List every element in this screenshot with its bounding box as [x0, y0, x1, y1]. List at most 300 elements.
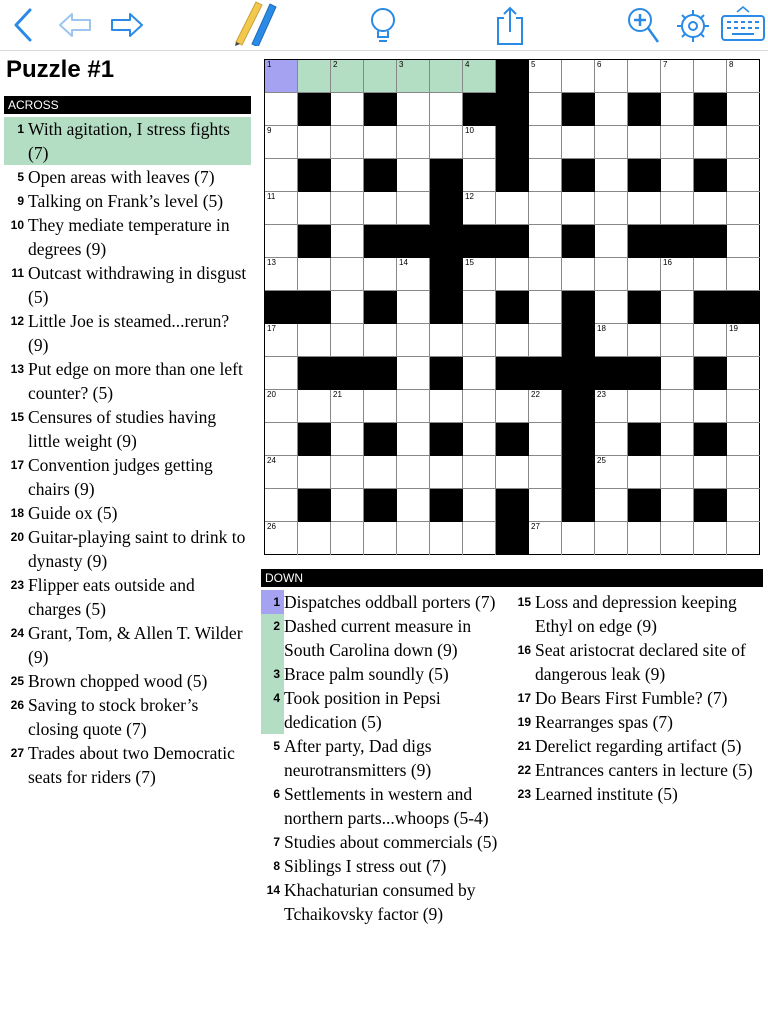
grid-cell[interactable] — [595, 192, 628, 225]
grid-cell[interactable] — [595, 126, 628, 159]
clue-text: Convention judges getting chairs (9) — [28, 455, 213, 499]
grid-cell[interactable] — [727, 126, 760, 159]
cell-number: 22 — [531, 390, 540, 399]
clue-item[interactable] — [261, 830, 509, 854]
grid-block — [694, 357, 727, 390]
grid-cell[interactable] — [397, 159, 430, 192]
grid-cell[interactable] — [661, 126, 694, 159]
grid-cell[interactable] — [727, 60, 760, 93]
grid-cell[interactable] — [529, 390, 562, 423]
settings-gear-icon[interactable] — [674, 4, 712, 46]
grid-cell[interactable] — [727, 390, 760, 423]
grid-cell[interactable] — [331, 60, 364, 93]
grid-block — [298, 357, 331, 390]
grid-cell[interactable] — [661, 60, 694, 93]
grid-cell[interactable] — [265, 192, 298, 225]
grid-cell[interactable] — [661, 390, 694, 423]
grid-block — [694, 423, 727, 456]
clue-item[interactable] — [261, 782, 509, 830]
clue-item[interactable] — [4, 213, 251, 261]
clue-item[interactable] — [261, 878, 509, 926]
grid-cell[interactable] — [331, 225, 364, 258]
grid-cell[interactable] — [364, 258, 397, 291]
clue-number: 9 — [17, 194, 24, 208]
grid-block — [562, 159, 595, 192]
grid-cell[interactable] — [661, 159, 694, 192]
grid-block — [298, 159, 331, 192]
down-clue-list-1 — [261, 590, 509, 926]
clue-number: 5 — [273, 739, 280, 753]
grid-cell[interactable] — [529, 324, 562, 357]
grid-cell[interactable] — [331, 522, 364, 555]
clue-item[interactable] — [261, 614, 509, 662]
grid-cell[interactable] — [661, 93, 694, 126]
grid-cell[interactable] — [430, 126, 463, 159]
clue-item[interactable] — [4, 525, 251, 573]
grid-cell[interactable] — [463, 291, 496, 324]
grid-block — [562, 324, 595, 357]
grid-block — [496, 522, 529, 555]
grid-cell[interactable] — [694, 258, 727, 291]
clue-item[interactable] — [4, 357, 251, 405]
clue-number: 1 — [17, 122, 24, 136]
clue-item[interactable] — [4, 573, 251, 621]
grid-cell[interactable] — [595, 93, 628, 126]
grid-cell[interactable] — [595, 456, 628, 489]
grid-cell[interactable] — [397, 390, 430, 423]
clue-text: Talking on Frank’s level (5) — [28, 191, 224, 211]
share-icon[interactable] — [494, 4, 526, 46]
grid-cell[interactable] — [727, 192, 760, 225]
grid-cell[interactable] — [595, 522, 628, 555]
clue-number: 16 — [517, 643, 531, 657]
grid-cell[interactable] — [430, 390, 463, 423]
grid-cell[interactable] — [562, 192, 595, 225]
clue-text: Dispatches oddball porters (7) — [284, 592, 496, 612]
grid-cell[interactable] — [463, 357, 496, 390]
clue-item[interactable] — [4, 621, 251, 669]
grid-cell[interactable] — [397, 324, 430, 357]
grid-cell[interactable] — [331, 126, 364, 159]
grid-cell[interactable] — [694, 390, 727, 423]
grid-block — [298, 423, 331, 456]
grid-block — [430, 159, 463, 192]
clue-item[interactable] — [509, 638, 765, 686]
grid-block — [463, 225, 496, 258]
cell-number: 7 — [663, 60, 668, 69]
grid-cell[interactable] — [298, 456, 331, 489]
grid-block — [364, 489, 397, 522]
grid-cell[interactable] — [496, 390, 529, 423]
clue-text: Settlements in western and northern parts...whoops (5-4) — [284, 784, 489, 828]
grid-cell[interactable] — [364, 390, 397, 423]
grid-cell[interactable] — [463, 456, 496, 489]
cell-number: 19 — [729, 324, 738, 333]
grid-cell[interactable] — [727, 423, 760, 456]
grid-cell[interactable] — [265, 489, 298, 522]
grid-block — [430, 225, 463, 258]
grid-cell[interactable] — [397, 357, 430, 390]
clue-text: Open areas with leaves (7) — [28, 167, 215, 187]
grid-cell[interactable] — [331, 258, 364, 291]
cell-number: 10 — [465, 126, 474, 135]
grid-cell[interactable] — [628, 60, 661, 93]
grid-cell[interactable] — [661, 489, 694, 522]
clue-number: 5 — [17, 170, 24, 184]
grid-cell[interactable] — [694, 456, 727, 489]
grid-cell[interactable] — [661, 324, 694, 357]
grid-cell[interactable] — [265, 225, 298, 258]
grid-block — [430, 192, 463, 225]
grid-cell[interactable] — [727, 258, 760, 291]
clue-item[interactable] — [509, 710, 765, 734]
across-clue-list — [4, 117, 251, 789]
clue-text: Outcast withdrawing in disgust (5) — [28, 263, 247, 307]
grid-cell[interactable] — [661, 291, 694, 324]
clue-item[interactable] — [261, 686, 509, 734]
grid-cell[interactable] — [397, 456, 430, 489]
grid-cell[interactable] — [727, 159, 760, 192]
clue-item[interactable] — [4, 165, 251, 189]
grid-cell[interactable] — [430, 60, 463, 93]
crossword-grid[interactable] — [264, 59, 760, 555]
clue-item[interactable] — [4, 405, 251, 453]
keyboard-icon[interactable] — [720, 4, 766, 46]
clue-number: 4 — [261, 686, 284, 734]
grid-cell[interactable] — [595, 489, 628, 522]
puzzle-title: Puzzle #1 — [6, 56, 115, 83]
grid-cell[interactable] — [364, 192, 397, 225]
clue-text: Trades about two Democratic seats for riders (7) — [28, 743, 235, 787]
clue-text: Saving to stock broker’s closing quote (7) — [28, 695, 199, 739]
grid-cell[interactable] — [331, 390, 364, 423]
grid-cell[interactable] — [595, 60, 628, 93]
grid-cell[interactable] — [463, 390, 496, 423]
grid-block — [562, 357, 595, 390]
grid-cell[interactable] — [595, 423, 628, 456]
grid-cell[interactable] — [430, 456, 463, 489]
grid-cell[interactable] — [694, 126, 727, 159]
grid-cell[interactable] — [364, 456, 397, 489]
clue-item[interactable] — [509, 734, 765, 758]
grid-cell[interactable] — [628, 126, 661, 159]
grid-cell[interactable] — [529, 423, 562, 456]
clue-text: Rearranges spas (7) — [535, 712, 674, 732]
grid-block — [496, 291, 529, 324]
grid-cell[interactable] — [298, 192, 331, 225]
cell-number: 20 — [267, 390, 276, 399]
cell-number: 26 — [267, 522, 276, 531]
grid-cell[interactable] — [529, 456, 562, 489]
grid-block — [562, 489, 595, 522]
grid-cell[interactable] — [628, 258, 661, 291]
hint-lightbulb-icon[interactable] — [366, 4, 400, 46]
grid-cell[interactable] — [529, 291, 562, 324]
grid-block — [628, 225, 661, 258]
grid-cell[interactable] — [727, 93, 760, 126]
undo-arrow-icon[interactable] — [56, 4, 96, 46]
grid-cell[interactable] — [331, 192, 364, 225]
grid-cell[interactable] — [496, 456, 529, 489]
grid-cell[interactable] — [529, 159, 562, 192]
grid-cell[interactable] — [463, 192, 496, 225]
grid-block — [595, 357, 628, 390]
grid-cell[interactable] — [463, 324, 496, 357]
grid-cell[interactable] — [694, 324, 727, 357]
pencil-pen-icon[interactable] — [226, 0, 282, 46]
grid-cell[interactable] — [595, 324, 628, 357]
grid-cell[interactable] — [727, 456, 760, 489]
clue-item[interactable] — [4, 189, 251, 213]
grid-cell[interactable] — [298, 126, 331, 159]
cell-number: 24 — [267, 456, 276, 465]
zoom-in-icon[interactable] — [624, 4, 664, 46]
clue-text: Censures of studies having little weight (9) — [28, 407, 217, 451]
grid-cell[interactable] — [430, 93, 463, 126]
clue-item[interactable] — [4, 309, 251, 357]
grid-cell[interactable] — [529, 258, 562, 291]
clue-item[interactable] — [4, 117, 251, 165]
grid-cell[interactable] — [595, 291, 628, 324]
clue-text: Derelict regarding artifact (5) — [535, 736, 742, 756]
grid-block — [298, 291, 331, 324]
grid-cell[interactable] — [463, 60, 496, 93]
grid-cell[interactable] — [364, 126, 397, 159]
clue-item[interactable] — [509, 758, 765, 782]
grid-cell[interactable] — [628, 522, 661, 555]
grid-cell[interactable] — [265, 522, 298, 555]
grid-cell[interactable] — [595, 225, 628, 258]
grid-block — [364, 159, 397, 192]
grid-cell[interactable] — [529, 225, 562, 258]
grid-cell[interactable] — [496, 192, 529, 225]
grid-cell[interactable] — [463, 489, 496, 522]
cell-number: 4 — [465, 60, 470, 69]
grid-cell[interactable] — [595, 390, 628, 423]
clue-text: With agitation, I stress fights (7) — [28, 119, 230, 163]
grid-cell[interactable] — [529, 192, 562, 225]
grid-cell[interactable] — [463, 258, 496, 291]
grid-block — [661, 225, 694, 258]
grid-cell[interactable] — [265, 390, 298, 423]
grid-cell[interactable] — [265, 258, 298, 291]
grid-cell[interactable] — [265, 357, 298, 390]
grid-cell[interactable] — [661, 456, 694, 489]
grid-cell[interactable] — [364, 60, 397, 93]
grid-cell[interactable] — [463, 522, 496, 555]
grid-cell[interactable] — [430, 324, 463, 357]
grid-cell[interactable] — [628, 456, 661, 489]
clue-item[interactable] — [509, 782, 765, 806]
grid-block — [628, 291, 661, 324]
grid-block — [364, 93, 397, 126]
clue-item[interactable] — [4, 453, 251, 501]
grid-block — [628, 357, 661, 390]
clue-text: Khachaturian consumed by Tchaikovsky factor (9) — [284, 880, 476, 924]
clue-item[interactable] — [261, 662, 509, 686]
grid-cell[interactable] — [496, 258, 529, 291]
redo-arrow-icon[interactable] — [106, 4, 146, 46]
grid-block — [364, 357, 397, 390]
grid-block — [331, 357, 364, 390]
grid-block — [364, 423, 397, 456]
grid-cell[interactable] — [265, 423, 298, 456]
grid-cell[interactable] — [397, 93, 430, 126]
grid-cell[interactable] — [661, 258, 694, 291]
grid-cell[interactable] — [397, 423, 430, 456]
grid-block — [430, 489, 463, 522]
grid-block — [496, 225, 529, 258]
grid-block — [496, 126, 529, 159]
down-header: DOWN — [261, 569, 763, 587]
grid-cell[interactable] — [562, 60, 595, 93]
grid-cell[interactable] — [265, 159, 298, 192]
grid-block — [496, 159, 529, 192]
grid-cell[interactable] — [463, 159, 496, 192]
grid-block — [694, 93, 727, 126]
grid-cell[interactable] — [496, 324, 529, 357]
clue-number: 12 — [10, 314, 24, 328]
grid-cell[interactable] — [727, 357, 760, 390]
clue-item[interactable] — [261, 590, 509, 614]
clue-item[interactable] — [4, 741, 251, 789]
grid-cell[interactable] — [397, 126, 430, 159]
clue-item[interactable] — [4, 693, 251, 741]
clue-number: 14 — [266, 883, 280, 897]
grid-cell[interactable] — [397, 60, 430, 93]
grid-cell[interactable] — [331, 489, 364, 522]
grid-cell[interactable] — [628, 324, 661, 357]
grid-cell[interactable] — [529, 60, 562, 93]
grid-cell[interactable] — [595, 159, 628, 192]
clue-number: 3 — [261, 662, 284, 686]
grid-cell[interactable] — [529, 126, 562, 159]
grid-cell[interactable] — [265, 126, 298, 159]
clue-number: 21 — [517, 739, 531, 753]
grid-cell[interactable] — [562, 126, 595, 159]
clue-number: 26 — [10, 698, 24, 712]
clue-text: After party, Dad digs neurotransmitters (9) — [284, 736, 432, 780]
grid-cell[interactable] — [331, 93, 364, 126]
grid-cell[interactable] — [661, 192, 694, 225]
grid-cell[interactable] — [397, 489, 430, 522]
grid-cell[interactable] — [397, 258, 430, 291]
clue-number: 2 — [261, 614, 284, 662]
grid-cell[interactable] — [331, 324, 364, 357]
grid-cell[interactable] — [529, 489, 562, 522]
clue-text: They mediate temperature in degrees (9) — [28, 215, 230, 259]
grid-cell[interactable] — [298, 324, 331, 357]
grid-block — [364, 291, 397, 324]
grid-cell[interactable] — [397, 192, 430, 225]
grid-cell[interactable] — [463, 423, 496, 456]
clue-text: Grant, Tom, & Allen T. Wilder (9) — [28, 623, 243, 667]
cell-number: 2 — [333, 60, 338, 69]
grid-cell[interactable] — [595, 258, 628, 291]
back-chevron-icon[interactable] — [8, 4, 38, 46]
clue-text: Guitar-playing saint to drink to dynasty (9) — [28, 527, 246, 571]
grid-cell[interactable] — [463, 126, 496, 159]
grid-cell[interactable] — [727, 324, 760, 357]
grid-cell[interactable] — [727, 489, 760, 522]
clue-number: 27 — [10, 746, 24, 760]
grid-cell[interactable] — [529, 522, 562, 555]
grid-cell[interactable] — [265, 456, 298, 489]
grid-cell[interactable] — [331, 423, 364, 456]
grid-cell[interactable] — [265, 60, 298, 93]
grid-cell[interactable] — [265, 324, 298, 357]
grid-block — [562, 390, 595, 423]
grid-cell[interactable] — [661, 522, 694, 555]
clue-item[interactable] — [4, 261, 251, 309]
clue-number: 22 — [517, 763, 531, 777]
cell-number: 18 — [597, 324, 606, 333]
grid-cell[interactable] — [298, 522, 331, 555]
grid-cell[interactable] — [298, 390, 331, 423]
grid-cell[interactable] — [628, 390, 661, 423]
grid-cell[interactable] — [331, 456, 364, 489]
grid-cell[interactable] — [364, 522, 397, 555]
grid-block — [430, 291, 463, 324]
grid-cell[interactable] — [529, 93, 562, 126]
grid-cell[interactable] — [397, 291, 430, 324]
grid-block — [397, 225, 430, 258]
clue-number: 8 — [273, 859, 280, 873]
clue-item[interactable] — [261, 854, 509, 878]
grid-cell[interactable] — [562, 522, 595, 555]
clue-item[interactable] — [509, 590, 765, 638]
cell-number: 16 — [663, 258, 672, 267]
grid-cell[interactable] — [364, 324, 397, 357]
cell-number: 6 — [597, 60, 602, 69]
clue-text: Brown chopped wood (5) — [28, 671, 208, 691]
down-clue-list-2 — [509, 590, 765, 806]
grid-cell[interactable] — [661, 357, 694, 390]
toolbar — [0, 0, 768, 51]
grid-cell[interactable] — [727, 225, 760, 258]
grid-cell[interactable] — [298, 60, 331, 93]
grid-cell[interactable] — [562, 258, 595, 291]
grid-cell[interactable] — [694, 522, 727, 555]
clue-number: 24 — [10, 626, 24, 640]
grid-cell[interactable] — [628, 192, 661, 225]
clue-text: Flipper eats outside and charges (5) — [28, 575, 195, 619]
grid-cell[interactable] — [265, 93, 298, 126]
clue-item[interactable] — [4, 669, 251, 693]
grid-cell[interactable] — [298, 258, 331, 291]
grid-cell[interactable] — [694, 192, 727, 225]
clue-number: 23 — [517, 787, 531, 801]
clue-number: 23 — [10, 578, 24, 592]
grid-cell[interactable] — [727, 522, 760, 555]
grid-cell[interactable] — [331, 159, 364, 192]
clue-item[interactable] — [261, 734, 509, 782]
grid-cell[interactable] — [694, 60, 727, 93]
grid-block — [727, 291, 760, 324]
grid-cell[interactable] — [397, 522, 430, 555]
cell-number: 27 — [531, 522, 540, 531]
clue-text: Loss and depression keeping Ethyl on edge (9) — [535, 592, 737, 636]
clue-item[interactable] — [4, 501, 251, 525]
clue-number: 11 — [11, 266, 24, 280]
clue-item[interactable] — [509, 686, 765, 710]
grid-cell[interactable] — [430, 522, 463, 555]
grid-block — [529, 357, 562, 390]
grid-block — [298, 225, 331, 258]
grid-cell[interactable] — [661, 423, 694, 456]
grid-cell[interactable] — [331, 291, 364, 324]
clue-number: 17 — [517, 691, 531, 705]
